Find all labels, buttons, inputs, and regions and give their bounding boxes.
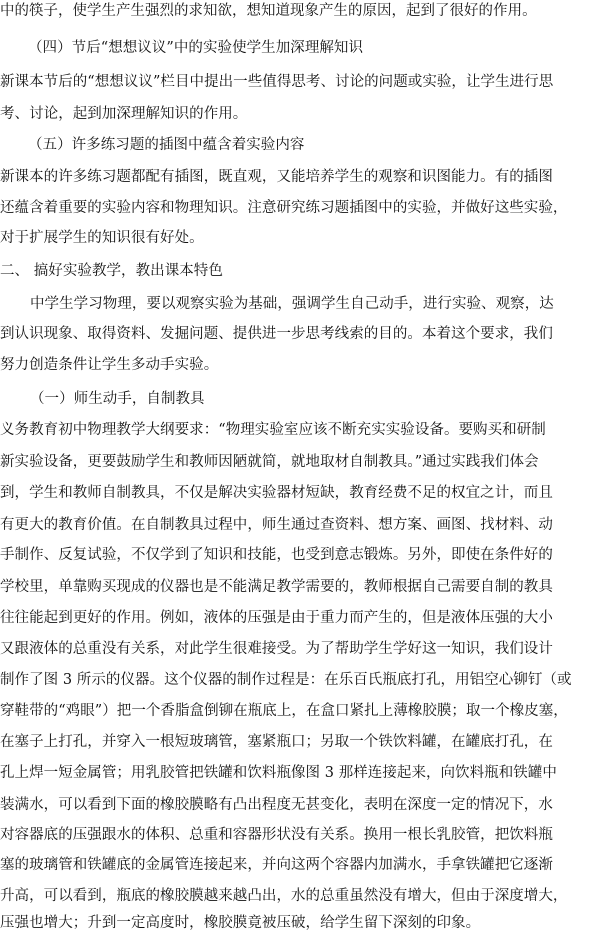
paragraph-line: 义务教育初中物理教学大纲要求：“物理实验室应该不断充实实验设备。要购买和研制 [0, 422, 546, 438]
paragraph-line: 到，学生和教师自制教具，不仅是解决实验器材短缺，教育经费不足的权宜之计，而且 [0, 485, 553, 501]
chapter-heading-2: 二、 搞好实验教学，教出课本特色 [0, 263, 223, 279]
paragraph-line: 在塞子上打孔，并穿入一根短玻璃管，塞紧瓶口；另取一个铁饮料罐，在罐底打孔，在 [0, 734, 553, 750]
paragraph-line: 有更大的教育价值。在自制教具过程中，师生通过查资料、想方案、画图、找材料、动 [0, 517, 553, 533]
paragraph-line: 塞的玻璃管和铁罐底的金属管连接起来，并向这两个容器内加满水，手拿铁罐把它逐渐 [0, 857, 553, 873]
paragraph-line: 新课本节后的“想想议议”栏目中提出一些值得思考、讨论的问题或实验，让学生进行思 [0, 74, 554, 90]
paragraph-line: 制作了图 3 所示的仪器。这个仪器的制作过程是：在乐百氏瓶底打孔，用铝空心铆钉（或 [0, 672, 572, 688]
section-heading-5: （五）许多练习题的插图中蕴含着实验内容 [28, 137, 305, 153]
paragraph-line: 中学生学习物理，要以观察实验为基础，强调学生自己动手，进行实验、观察，达 [30, 296, 554, 312]
paragraph-line: 穿鞋带的“鸡眼”）把一个香脂盒倒铆在瓶底上，在盒口紧扎上薄橡胶膜；取一个橡皮塞， [0, 703, 568, 719]
paragraph-line: 又跟液体的总重没有关系，对此学生很难接受。为了帮助学生学好这一知识，我们设计 [0, 641, 553, 657]
paragraph-line: 中的筷子，使学生产生强烈的求知欲，想知道现象产生的原因，起到了很好的作用。 [0, 3, 537, 19]
paragraph-line: 对容器底的压强跟水的体积、总重和容器形状没有关系。换用一根长乳胶管，把饮料瓶 [0, 827, 553, 843]
paragraph-line: 孔上焊一短金属管；用乳胶管把铁罐和饮料瓶像图 3 那样连接起来，向饮料瓶和铁罐中 [0, 765, 557, 781]
paragraph-line: 压强也增大；升到一定高度时，橡胶膜竟被压破，给学生留下深刻的印象。 [0, 915, 481, 931]
paragraph-line: 往往能起到更好的作用。例如，液体的压强是由于重力而产生的，但是液体压强的大小 [0, 610, 553, 626]
paragraph-line: 努力创造条件让学生多动手实验。 [0, 357, 219, 373]
paragraph-line: 考、讨论，起到加深理解知识的作用。 [0, 106, 248, 122]
paragraph-line: 对于扩展学生的知识很有好处。 [0, 230, 204, 246]
paragraph-line: 升高，可以看到，瓶底的橡胶膜越来越凸出，水的总重虽然没有增大，但由于深度增大， [0, 888, 568, 904]
section-heading-1: （一）师生动手，自制教具 [30, 391, 205, 407]
paragraph-line: 新课本的许多练习题都配有插图，既直观，又能培养学生的观察和识图能力。有的插图 [0, 169, 553, 185]
paragraph-line: 手制作、反复试验，不仅学到了知识和技能，也受到意志锻炼。另外，即使在条件好的 [0, 547, 553, 563]
paragraph-line: 到认识现象、取得资料、发掘问题、提供进一步思考线索的目的。本着这个要求，我们 [0, 326, 553, 342]
paragraph-line: 学校里，单靠购买现成的仪器也是不能满足教学需要的，教师根据自己需要自制的教具 [0, 579, 553, 595]
paragraph-line: 还蕴含着重要的实验内容和物理知识。注意研究练习题插图中的实验，并做好这些实验， [0, 200, 568, 216]
paragraph-line: 新实验设备，更要鼓励学生和教师因陋就简，就地取材自制教具。”通过实践我们体会 [0, 454, 539, 470]
paragraph-line: 装满水，可以看到下面的橡胶膜略有凸出程度无甚变化，表明在深度一定的情况下，水 [0, 797, 553, 813]
section-heading-4: （四）节后“想想议议”中的实验使学生加深理解知识 [28, 40, 364, 56]
